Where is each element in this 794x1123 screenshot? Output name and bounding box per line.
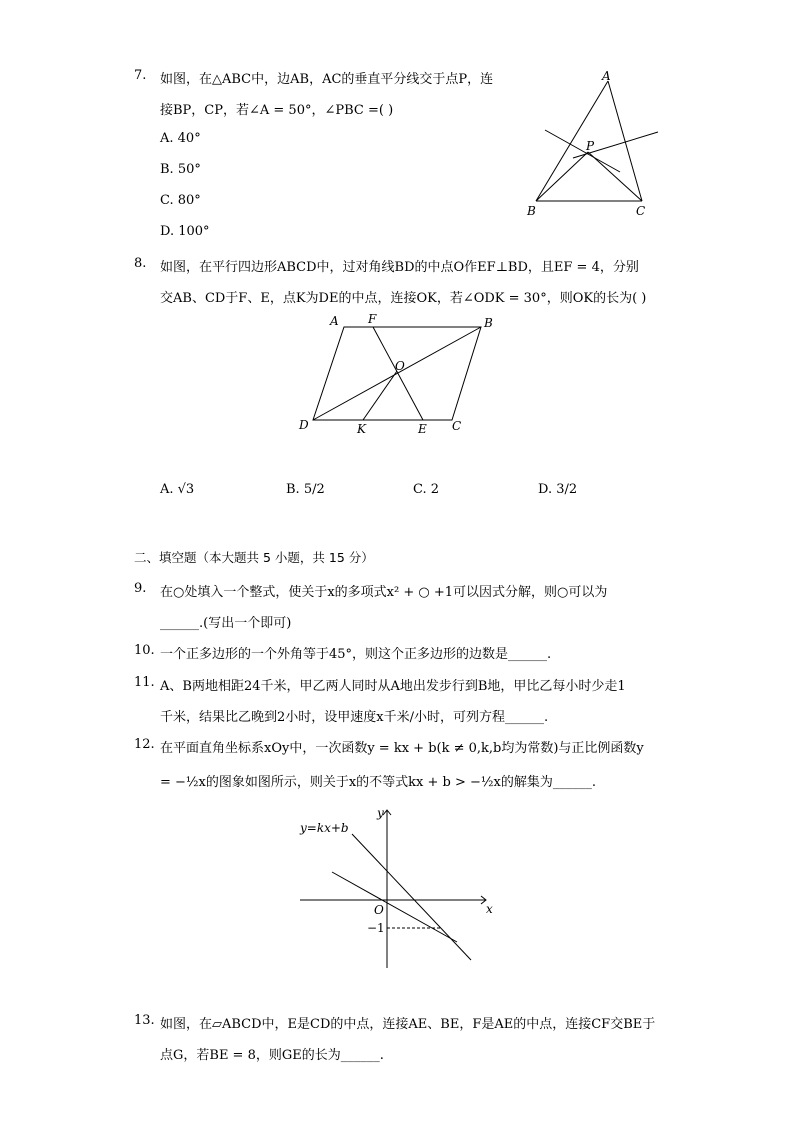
label-a: A [330, 314, 339, 328]
q8-stem-line2: 交AB、CD于F、E，点K为DE的中点，连接OK，若∠ODK = 30°，则OK的长为( ) [160, 291, 647, 306]
label-line: y=kx+b [300, 821, 349, 835]
label-a: A [602, 69, 611, 83]
line-proportional [332, 872, 457, 942]
q7-stem-line1: 如图，在△ABC中，边AB，AC的垂直平分线交于点P，连 [160, 72, 494, 87]
bisector-ab [545, 130, 620, 172]
q7-option-d: D. 100° [160, 224, 210, 239]
section-heading: 二、填空题（本大题共 5 小题，共 15 分） [134, 550, 374, 565]
label-b: B [484, 316, 493, 330]
q8-option-d: D. 3/2 [538, 482, 578, 497]
label-b: B [527, 204, 536, 218]
q9-stem-line2: ______.(写出一个即可) [160, 616, 292, 631]
q8-option-b: B. 5/2 [286, 482, 325, 497]
q12-number: 12. [134, 737, 155, 752]
q12-stem-line2: = −½x的图象如图所示，则关于x的不等式kx + b > −½x的解集为______. [160, 775, 596, 790]
diagonal-bd [313, 327, 481, 420]
q7-option-a: A. 40° [160, 131, 201, 146]
label-e: E [418, 422, 427, 436]
q13-stem-line2: 点G，若BE = 8，则GE的长为______. [160, 1048, 384, 1063]
side-ab [536, 81, 608, 201]
q8-stem-line1: 如图，在平行四边形ABCD中，过对角线BD的中点O作EF⊥BD，且EF = 4，分别 [160, 260, 639, 275]
q8-parallelogram-figure [290, 308, 510, 438]
q8-option-a: A. √3 [160, 482, 195, 497]
segment-ok [363, 371, 397, 420]
q8-option-c: C. 2 [413, 482, 440, 497]
label-y: y [377, 806, 384, 820]
q11-stem-line2: 千米，结果比乙晚到2小时，设甲速度x千米/小时，可列方程______. [160, 710, 549, 725]
q8-number: 8. [134, 256, 147, 271]
label-minus-one: −1 [367, 921, 385, 935]
segment-cp [588, 152, 642, 201]
q7-option-c: C. 80° [160, 193, 201, 208]
label-f: F [368, 312, 377, 326]
line-kx-plus-b [352, 834, 471, 960]
q13-number: 13. [134, 1013, 155, 1028]
q9-number: 9. [134, 581, 147, 596]
q7-stem-line2: 接BP，CP，若∠A = 50°，∠PBC =( ) [160, 103, 394, 118]
q11-stem-line1: A、B两地相距24千米，甲乙两人同时从A地出发步行到B地，甲比乙每小时少走1 [160, 679, 626, 694]
q7-triangle-figure [520, 66, 670, 222]
q12-coordinate-figure [290, 800, 510, 975]
segment-ef [373, 327, 423, 420]
label-o: O [395, 359, 405, 373]
side-ac [608, 81, 642, 201]
label-p: P [586, 139, 595, 153]
label-d: D [299, 418, 309, 432]
q11-number: 11. [134, 675, 155, 690]
q13-stem-line1: 如图，在▱ABCD中，E是CD的中点，连接AE、BE，F是AE的中点，连接CF交BE于 [160, 1017, 656, 1032]
q10-number: 10. [134, 643, 155, 658]
segment-bp [536, 152, 588, 201]
q12-stem-line1: 在平面直角坐标系xOy中，一次函数y = kx + b(k ≠ 0,k,b均为常数)与正比例函数y [160, 741, 644, 756]
label-c: C [452, 419, 462, 433]
q9-stem-line1: 在○处填入一个整式，使关于x的多项式x² + ○ +1可以因式分解，则○可以为 [160, 585, 608, 600]
q7-option-b: B. 50° [160, 162, 201, 177]
label-x: x [486, 902, 493, 916]
q7-number: 7. [134, 68, 147, 83]
label-k: K [357, 422, 366, 436]
q10-stem-line1: 一个正多边形的一个外角等于45°，则这个正多边形的边数是______. [160, 647, 552, 662]
label-c: C [636, 204, 646, 218]
label-origin: O [374, 903, 384, 917]
